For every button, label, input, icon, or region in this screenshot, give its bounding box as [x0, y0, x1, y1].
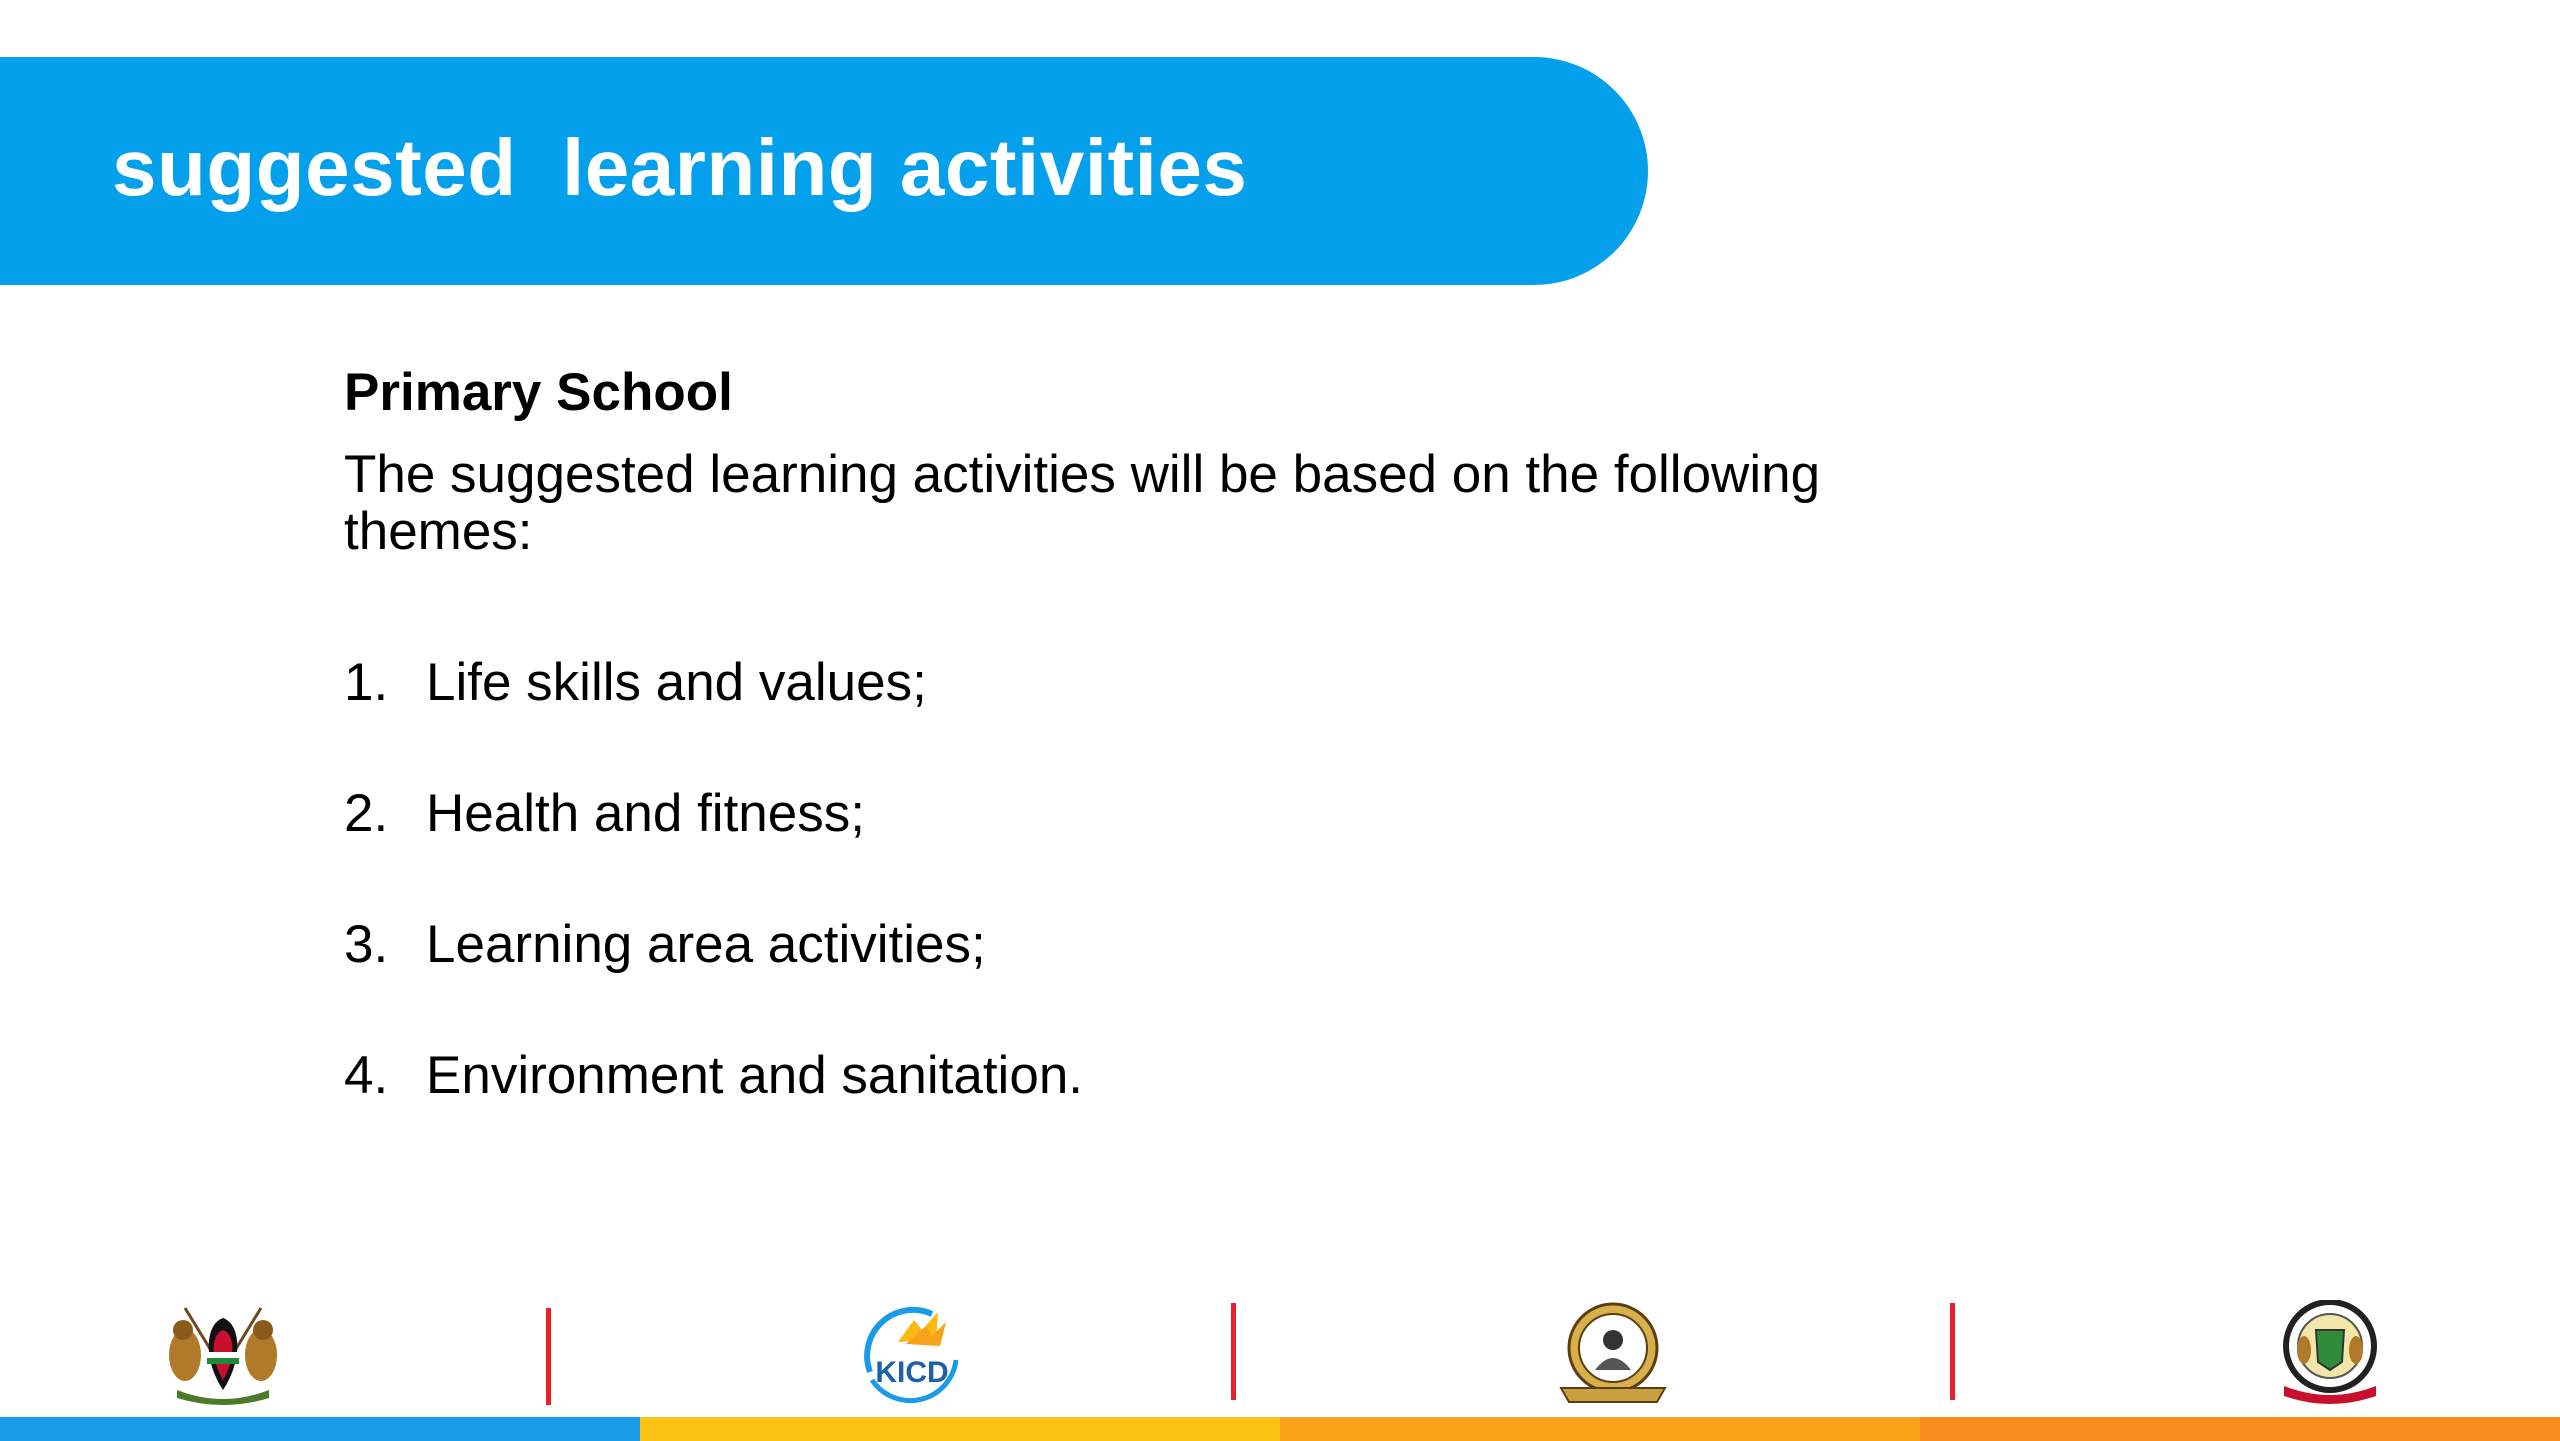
footer-stripe-orange [1280, 1417, 1920, 1441]
slide-title: suggested learning activities [112, 123, 1248, 212]
footer-divider [1950, 1303, 1955, 1400]
footer-stripe-dark-orange [1920, 1417, 2560, 1441]
intro-paragraph: The suggested learning activities will be based on the following themes: [344, 445, 1821, 561]
subheading: Primary School [344, 363, 733, 422]
list-item [344, 910, 2044, 980]
list-item-text: Life skills and values; [426, 653, 927, 712]
footer-stripe-blue [0, 1417, 640, 1441]
list-item-text: Learning area activities; [426, 915, 986, 974]
ministry-seal-icon [1553, 1300, 1673, 1410]
theme-list [344, 648, 2044, 1111]
list-item-number: 4. [344, 1046, 389, 1105]
list-item [344, 779, 2044, 849]
list-item [344, 648, 2044, 718]
footer-stripe-yellow [640, 1417, 1280, 1441]
footer-color-stripe [0, 1417, 2560, 1441]
list-item-number: 3. [344, 915, 389, 974]
kenya-coat-of-arms-icon [163, 1300, 283, 1410]
list-item-number: 1. [344, 653, 389, 712]
kicd-logo-text: KICD [875, 1356, 949, 1389]
list-item-text: Environment and sanitation. [426, 1046, 1084, 1105]
county-seal-icon [2270, 1300, 2390, 1410]
footer-divider [546, 1308, 551, 1405]
list-item-text: Health and fitness; [426, 784, 865, 843]
list-item [344, 1041, 2044, 1111]
slide-content [344, 358, 2044, 1172]
kicd-logo [852, 1300, 972, 1410]
footer-divider [1231, 1303, 1236, 1400]
list-item-number: 2. [344, 784, 389, 843]
